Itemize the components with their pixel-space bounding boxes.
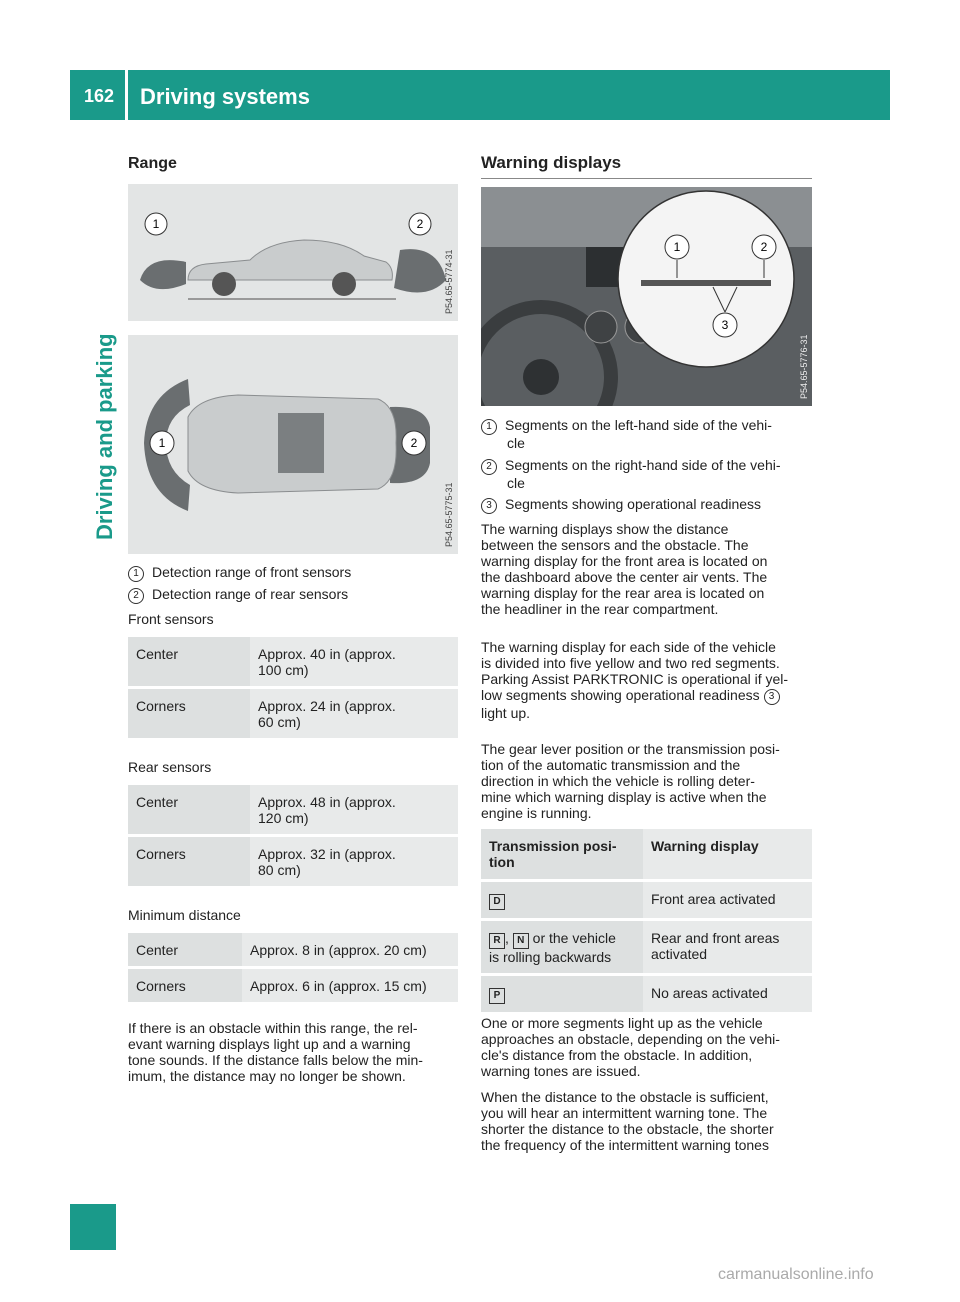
table-cell-gear bbox=[481, 882, 643, 918]
table-cell-value bbox=[643, 921, 812, 973]
table-row bbox=[481, 921, 812, 973]
text-line: evant warning displays light up and a warning bbox=[128, 1036, 411, 1052]
heading-rule bbox=[481, 178, 812, 179]
callout-1-text: 1 bbox=[673, 240, 681, 254]
range-legend-1 bbox=[128, 564, 351, 582]
callout-2-text: 2 bbox=[416, 217, 424, 231]
figure-code: P54.65-5774-31 bbox=[444, 249, 454, 314]
table-row bbox=[128, 837, 458, 886]
warning-paragraph-4 bbox=[481, 1015, 816, 1079]
minimum-distance-label: Minimum distance bbox=[128, 907, 241, 923]
legend-text-cont: cle bbox=[507, 475, 525, 491]
value-line1: Approx. 48 in (approx. bbox=[258, 794, 396, 810]
legend-text: Detection range of front sensors bbox=[152, 564, 352, 580]
callout-1-text: 1 bbox=[152, 217, 160, 231]
figure-code: P54.65-5775-31 bbox=[444, 482, 454, 547]
text-line: mine which warning display is active when the bbox=[481, 789, 767, 805]
table-cell-position: Corners bbox=[128, 689, 250, 738]
text-line: the frequency of the intermittent warning tones bbox=[481, 1137, 769, 1153]
top-view-car-illustration bbox=[128, 335, 458, 554]
table-cell-position: Center bbox=[128, 933, 242, 966]
legend-text: Segments on the right-hand side of the vehi- bbox=[505, 457, 781, 473]
transmission-table bbox=[481, 826, 812, 1015]
dashboard-illustration bbox=[481, 187, 812, 406]
side-view-car-illustration bbox=[128, 184, 458, 321]
text-line: The warning displays show the distance bbox=[481, 521, 729, 537]
gear-key: D bbox=[489, 894, 505, 910]
warning-display-figure bbox=[481, 187, 812, 406]
warning-paragraph-2 bbox=[481, 639, 816, 721]
table-cell-position: Corners bbox=[128, 969, 242, 1002]
header-divider bbox=[125, 70, 128, 120]
text-line: warning display for the front area is located on bbox=[481, 553, 768, 569]
text-line: warning tones are issued. bbox=[481, 1063, 641, 1079]
table-cell-gear bbox=[481, 976, 643, 1012]
text-line: Parking Assist PARKTRONIC is operational if yel- bbox=[481, 671, 789, 687]
page-number: 162 bbox=[84, 86, 115, 106]
warning-displays-heading: Warning displays bbox=[481, 153, 622, 172]
warning-paragraph-3 bbox=[481, 741, 816, 821]
text-line: tone sounds. If the distance falls below the min- bbox=[128, 1052, 423, 1068]
table-cell-value: Approx. 6 in (approx. 15 cm) bbox=[242, 969, 458, 1002]
warning-legend-3 bbox=[481, 496, 761, 514]
text-line: shorter the distance to the obstacle, the shorter bbox=[481, 1121, 774, 1137]
roof-glass bbox=[278, 413, 324, 473]
callout-1-text: 1 bbox=[158, 436, 166, 450]
value-line1: Approx. 32 in (approx. bbox=[258, 846, 396, 862]
text-line: direction in which the vehicle is rolling deter- bbox=[481, 773, 755, 789]
table-cell-value bbox=[250, 837, 458, 886]
legend-number: 3 bbox=[481, 498, 497, 514]
callout-2-text: 2 bbox=[760, 240, 768, 254]
range-top-figure bbox=[128, 335, 458, 554]
text-line: When the distance to the obstacle is sufficient, bbox=[481, 1089, 769, 1105]
callout-2-text: 2 bbox=[410, 436, 418, 450]
legend-text: Detection range of rear sensors bbox=[152, 586, 349, 602]
text-line: light up. bbox=[481, 705, 531, 721]
gear-text: or the vehicle bbox=[532, 930, 616, 946]
text-line: If there is an obstacle within this range, the rel- bbox=[128, 1020, 418, 1036]
text-line: is divided into five yellow and two red segments. bbox=[481, 655, 780, 671]
gear-text-cont: is rolling backwards bbox=[489, 949, 612, 965]
text-line: The gear lever position or the transmission posi- bbox=[481, 741, 780, 757]
segment-bar bbox=[641, 280, 771, 286]
text-line: One or more segments light up as the vehicle bbox=[481, 1015, 763, 1031]
table-row bbox=[128, 969, 458, 1002]
value-line1: Approx. 40 in (approx. bbox=[258, 646, 396, 662]
value-line2: 100 cm) bbox=[258, 662, 309, 678]
table-row bbox=[128, 785, 458, 834]
value-line2: 80 cm) bbox=[258, 862, 301, 878]
text-line bbox=[481, 687, 816, 705]
table-row bbox=[481, 976, 812, 1012]
table-cell-value: Front area activated bbox=[643, 882, 812, 918]
front-wheel bbox=[212, 272, 236, 296]
warning-paragraph-1 bbox=[481, 521, 816, 617]
figure-code: P54.65-5776-31 bbox=[799, 334, 809, 399]
column-header-transmission bbox=[481, 829, 643, 879]
table-cell-value bbox=[250, 689, 458, 738]
legend-number: 2 bbox=[128, 588, 144, 604]
table-row bbox=[128, 637, 458, 686]
range-side-figure bbox=[128, 184, 458, 321]
legend-text: Segments showing operational readiness bbox=[505, 496, 762, 512]
minimum-distance-table bbox=[128, 930, 458, 1005]
rear-wheel bbox=[332, 272, 356, 296]
front-sensors-table bbox=[128, 634, 458, 741]
front-range-zone bbox=[140, 260, 186, 289]
value-line1: Rear and front areas bbox=[651, 930, 780, 946]
table-cell-position: Corners bbox=[128, 837, 250, 886]
section-title: Driving systems bbox=[140, 84, 310, 109]
column-header-warning-display: Warning display bbox=[643, 829, 812, 879]
text-line: the dashboard above the center air vents. The bbox=[481, 569, 768, 585]
text-line: The warning display for each side of the vehicle bbox=[481, 639, 776, 655]
value-line2: 120 cm) bbox=[258, 810, 309, 826]
table-row bbox=[128, 933, 458, 966]
table-cell-gear bbox=[481, 921, 643, 973]
inline-ref-number: 3 bbox=[764, 689, 780, 705]
table-cell-value: Approx. 8 in (approx. 20 cm) bbox=[242, 933, 458, 966]
value-line2: activated bbox=[651, 946, 708, 962]
warning-legend-1 bbox=[481, 417, 772, 451]
text-line: the headliner in the rear compartment. bbox=[481, 601, 719, 617]
callout-3-text: 3 bbox=[721, 318, 729, 332]
range-legend-2 bbox=[128, 586, 348, 604]
header-line1: Transmission posi- bbox=[489, 838, 617, 854]
text-line: between the sensors and the obstacle. The bbox=[481, 537, 749, 553]
text-line: imum, the distance may no longer be shown. bbox=[128, 1068, 406, 1084]
rear-sensors-table bbox=[128, 782, 458, 889]
range-heading: Range bbox=[128, 155, 177, 172]
separator: , bbox=[505, 930, 509, 946]
watermark: carmanualsonline.info bbox=[718, 1266, 874, 1283]
table-cell-value bbox=[250, 637, 458, 686]
text-line: approaches an obstacle, depending on the vehi- bbox=[481, 1031, 780, 1047]
text-line: warning display for the rear area is located on bbox=[481, 585, 765, 601]
table-cell-value bbox=[250, 785, 458, 834]
table-cell-position: Center bbox=[128, 785, 250, 834]
table-row bbox=[481, 882, 812, 918]
table-cell-position: Center bbox=[128, 637, 250, 686]
rear-range-zone bbox=[394, 249, 446, 292]
steering-hub bbox=[523, 359, 559, 395]
legend-text-cont: cle bbox=[507, 435, 525, 451]
legend-number: 1 bbox=[128, 566, 144, 582]
value-line2: 60 cm) bbox=[258, 714, 301, 730]
text-span: low segments showing operational readiness bbox=[481, 687, 760, 703]
text-line: tion of the automatic transmission and the bbox=[481, 757, 741, 773]
gear-key: R bbox=[489, 933, 505, 949]
front-sensors-label: Front sensors bbox=[128, 611, 214, 627]
range-paragraph bbox=[128, 1020, 468, 1084]
legend-text: Segments on the left-hand side of the vehi- bbox=[505, 417, 772, 433]
table-row bbox=[128, 689, 458, 738]
side-tab-label: Driving and parking bbox=[92, 333, 117, 540]
text-line: engine is running. bbox=[481, 805, 592, 821]
gear-key: N bbox=[513, 933, 529, 949]
gear-key: P bbox=[489, 988, 505, 1004]
warning-legend-2 bbox=[481, 457, 781, 491]
text-line: you will hear an intermittent warning tone. The bbox=[481, 1105, 768, 1121]
table-header-row bbox=[481, 829, 812, 879]
table-cell-value: No areas activated bbox=[643, 976, 812, 1012]
rear-sensors-label: Rear sensors bbox=[128, 759, 212, 775]
value-line1: Approx. 24 in (approx. bbox=[258, 698, 396, 714]
header-line2: tion bbox=[489, 854, 515, 870]
legend-number: 1 bbox=[481, 419, 497, 435]
warning-paragraph-5 bbox=[481, 1089, 816, 1153]
magnifier-circle bbox=[618, 191, 794, 367]
side-tab-block bbox=[70, 1204, 116, 1250]
air-vent-left bbox=[585, 311, 617, 343]
text-line: cle's distance from the obstacle. In addition, bbox=[481, 1047, 753, 1063]
legend-number: 2 bbox=[481, 459, 497, 475]
